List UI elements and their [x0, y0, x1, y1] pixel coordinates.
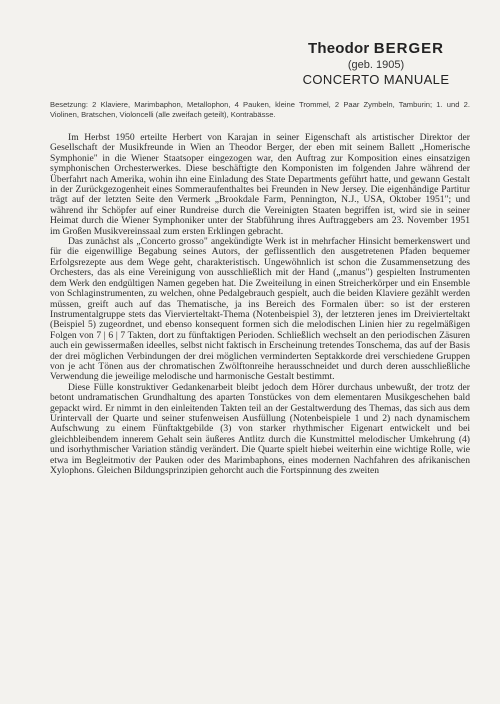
- scoring-note: Besetzung: 2 Klaviere, Marimbaphon, Metallophon, 4 Pauken, kleine Trommel, 2 Paar Zymbeln, Tamburin; 1. und 2. Violinen, Bratschen, Violoncelli (alle zweifach geteilt), Kontrabässe.: [50, 100, 470, 119]
- header: [276, 40, 476, 87]
- paragraph: Das zunächst als „Concerto grosso" angekündigte Werk ist in mehrfacher Hinsicht bemerkenswert und für die eigenwillige Begabung seines Autors, der geflissentlich den ausgetretenen Pfaden bequemer Erfolgsrezepte aus dem Wege geht, charakteristisch. Ungewöhnlich ist schon die Zusammensetzung des Orchesters, das als eine Vereinigung von ausschließlich mit der Hand („manus") gespielten Instrumenten dem Werk den endgültigen Namen gegeben hat. Die Zweiteilung in einen Streicherkörper und ein Ensemble von Schlaginstrumenten, zu welchen, ohne Pedalgebrauch gespielt, auch die beiden Klaviere gezählt werden müssen, greift auch auf das Thematische, ja ins Bereich des Formalen über: so ist der ersteren Instrumentalgruppe stets das Viervierteltakt-Thema (Notenbeispiel 3), der letzteren jenes im Dreivierteltakt (Beispiel 5) zugeordnet, und ebenso konsequent formen sich die melodischen Linien hier zu regelmäßigen Folgen von 7 | 6 | 7 Takten, dort zu fünftaktigen Perioden. Schließlich wechselt an den periodischen Zäsuren auch ein gewissermaßen ideelles, selbst nicht faktisch in Erscheinung tretendes Tonschema, das auf der Basis der drei möglichen Verbindungen der drei möglichen verminderten Septakkorde drei verschiedene Gruppen von je acht Tönen aus der chromatischen Zwölftonreihe herausschneidet und durch deren ausschließliche Verwendung die jeweilige melodische und harmonische Gestalt bestimmt.: [50, 236, 470, 383]
- composer-birth: (geb. 1905): [347, 59, 405, 71]
- work-title: CONCERTO MANUALE: [302, 72, 450, 87]
- composer-first-name: Theodor: [308, 40, 370, 57]
- paragraph: Diese Fülle konstruktiver Gedankenarbeit bleibt jedoch dem Hörer durchaus unbewußt, der trotz der betont undramatischen Grundhaltung des aparten Tonstückes von dem elementaren Musikgeschehen bald gepackt wird. Er nimmt in den einleitenden Takten teil an der Gestaltwerdung des Themas, das sich aus dem Urintervall der Quarte und seiner stufenweisen Ausfüllung (Notenbeispiele 1 und 2) nach dynamischem Aufschwung zu einem Fünftaktgebilde (3) von starker rhythmischer Eigenart entwickelt und bei gleichbleibendem innerem Gehalt sein äußeres Antlitz durch die Kunstmittel melodischer Umkehrung (4) und isorhythmischer Variation ständig verändert. Die Quarte spielt hiebei weiterhin eine wichtige Rolle, wie etwa im Begleitmotiv der Pauken oder des Marimbaphons, eines modernen Nachfahren des afrikanischen Xylophons. Gleichen Bildungsprinzipien gehorcht auch die Fortspinnung des zweiten: [50, 381, 470, 476]
- body-text: [50, 133, 470, 476]
- composer-last-name: BERGER: [373, 40, 444, 57]
- paragraph: Im Herbst 1950 erteilte Herbert von Karajan in seiner Eigenschaft als artistischer Direktor der Gesellschaft der Musikfreunde in Wien an Theodor Berger, der eben mit seinem Ballett „Homerische Symphonie" in die Wiener Staatsoper eingezogen war, den Auftrag zur Komposition eines einsatzigen symphonischen Orchesterwerkes. Diese beschäftigte den Komponisten im folgenden Jahre während der Überfahrt nach Amerika, wohin ihn eine Einladung des State Departments geführt hatte, und gewann Gestalt in der Zurückgezogenheit eines Sommeraufenthaltes bei Freunden in New Jersey. Die eigenhändige Partitur trägt auf der letzten Seite den Vermerk „Brookdale Farm, Pennington, N.J., USA, Oktober 1951"; und während ihr Schöpfer auf einer Rundreise durch die Vereinigten Staaten begriffen ist, wird sie in seiner Heimat durch die Wiener Symphoniker unter der Stabführung ihres Auftraggebers am 23. November 1951 im Großen Musikvereinssaal zum ersten Erklingen gebracht.: [50, 132, 470, 237]
- composer-name: [276, 40, 476, 57]
